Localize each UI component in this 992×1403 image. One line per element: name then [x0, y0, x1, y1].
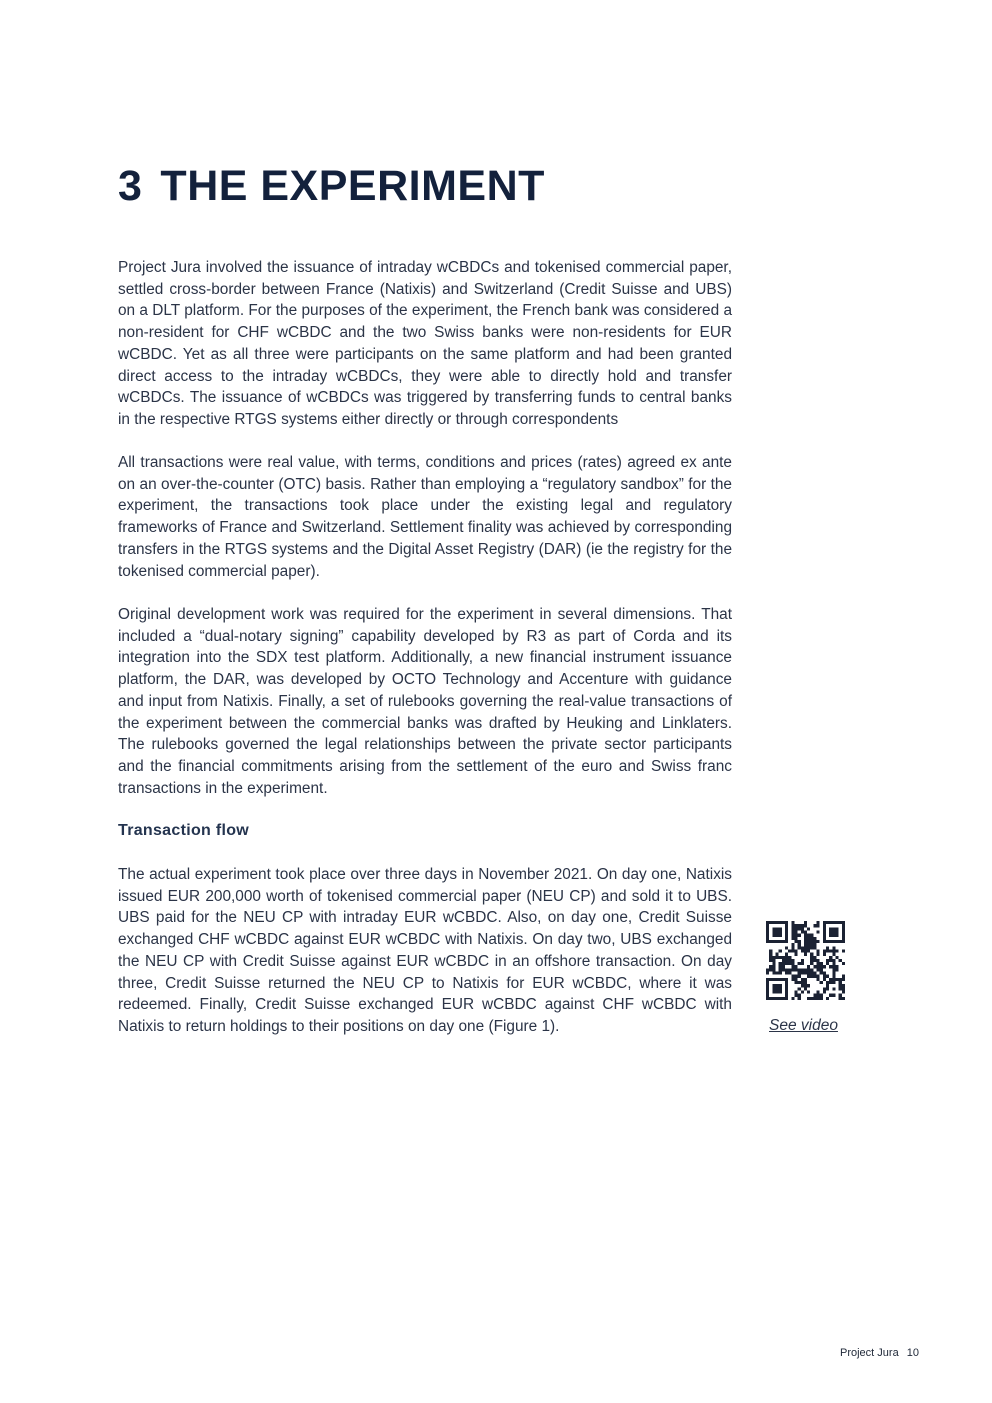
chapter-number: 3	[118, 162, 143, 210]
paragraph-intro: Project Jura involved the issuance of intraday wCBDCs and tokenised commercial paper, settled cross-border between France (Natixis) and Switzerland (Credit Suisse and UBS) on a DLT platform. For the purposes of the experiment, the French bank was considered a non-resident for CHF wCBDC and the two Swiss banks were non-residents for EUR wCBDC. Yet as all three were participants on the same platform and had been granted direct access to the intraday wCBDCs, they were able to directly hold and transfer wCBDCs. The issuance of wCBDCs was triggered by transferring funds to central banks in the respective RTGS systems either directly or through correspondents	[118, 259, 732, 428]
qr-code-icon[interactable]	[766, 921, 845, 1000]
transaction-flow-heading: Transaction flow	[118, 822, 250, 839]
chapter-title: THE EXPERIMENT	[160, 162, 545, 210]
paragraph-transactions: All transactions were real value, with terms, conditions and prices (rates) agreed ex ante on an over-the-counter (OTC) basis. Rather than employing a “regulatory sandbox” for the experiment, the transactions took place under the existing legal and regulatory frameworks of France and Switzerland. Settlement finality was achieved by corresponding transfers in the RTGS systems and the Digital Asset Registry (DAR) (ie the registry for the tokenised commercial paper).	[118, 454, 732, 580]
paragraph-transaction-flow: The actual experiment took place over three days in November 2021. On day one, Natixis issued EUR 200,000 worth of tokenised commercial paper (NEU CP) and sold it to UBS. UBS paid for the NEU CP with intraday EUR wCBDC. Also, on day one, Credit Suisse exchanged CHF wCBDC against EUR wCBDC with Natixis. On day two, UBS exchanged the NEU CP with Credit Suisse against EUR wCBDC in an offshore transaction. On day three, Credit Suisse returned the NEU CP to Natixis for EUR wCBDC, where it was redeemed. Finally, Credit Suisse exchanged EUR wCBDC against CHF wCBDC with Natixis to return holdings to their positions on day one (Figure 1).	[118, 866, 732, 1035]
footer-title: Project Jura	[840, 1347, 899, 1359]
paragraph-development: Original development work was required for the experiment in several dimensions. That included a “dual-notary signing” capability developed by R3 as part of Corda and its integration into the SDX test platform. Additionally, a new financial instrument issuance platform, the DAR, was developed by OCTO Technology and Accenture with guidance and input from Natixis. Finally, a set of rulebooks governing the real-value transactions of the experiment between the commercial banks was drafted by Heuking and Linklaters. The rulebooks governed the legal relationships between the private sector participants and the financial commitments arising from the settlement of the euro and Swiss franc transactions in the experiment.	[118, 606, 732, 797]
page-footer	[840, 1345, 919, 1361]
page-number: 10	[906, 1347, 919, 1359]
page-title	[118, 158, 545, 214]
see-video-link[interactable]: See video	[769, 1017, 838, 1034]
